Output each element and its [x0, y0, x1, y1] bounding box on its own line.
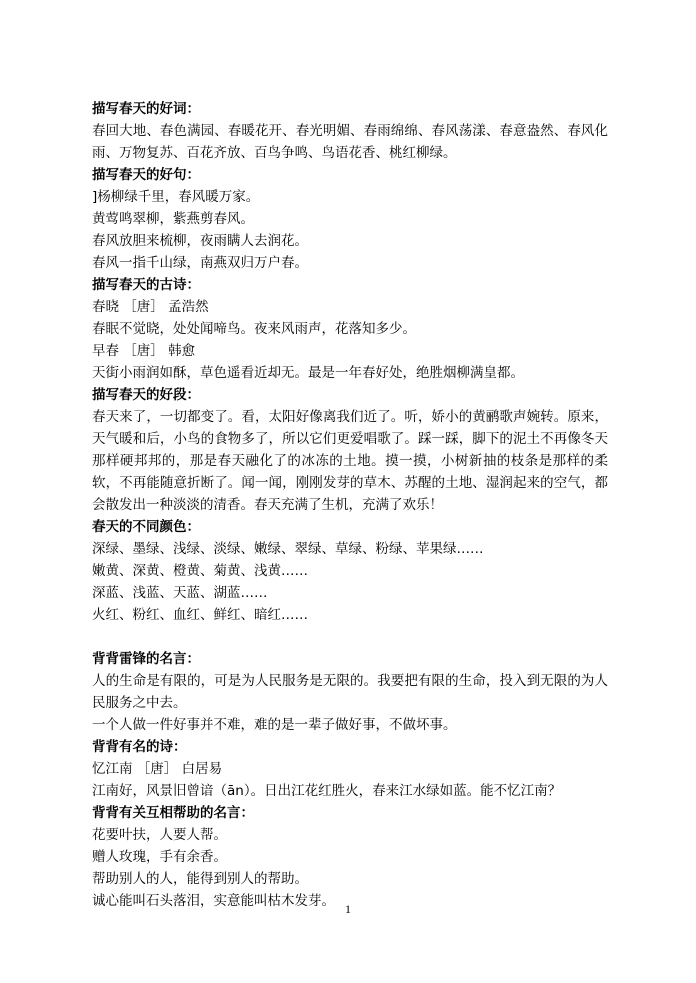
saying-line: 赠人玫瑰，手有余香。	[92, 849, 227, 865]
poem-title: 忆江南 ［唐］ 白居易	[92, 761, 223, 777]
section-heading-spring-words: 描写春天的好词：	[92, 101, 200, 117]
section-heading-spring-sentences: 描写春天的好句：	[92, 167, 200, 183]
quote-paragraph: 人的生命是有限的，可是为人民服务是无限的。我要把有限的生命，投入到无限的为人民服务之中去。	[92, 673, 608, 711]
section-heading-spring-poems: 描写春天的古诗：	[92, 277, 200, 293]
page-number: 1	[345, 902, 351, 916]
poem-text: 春眠不觉晓，处处闻啼鸟。夜来风雨声，花落知多少。	[92, 321, 416, 337]
color-line: 嫩黄、深黄、橙黄、菊黄、浅黄……	[92, 563, 308, 579]
sentence-line: 黄莺鸣翠柳，紫燕剪春风。	[92, 211, 254, 227]
saying-line: 帮助别人的人，能得到别人的帮助。	[92, 871, 308, 887]
sentence-line: 春风一指千山绿，南燕双归万户春。	[92, 255, 308, 271]
section-heading-leifeng-quotes: 背背雷锋的名言：	[92, 651, 200, 667]
poem-title: 早春 ［唐］ 韩愈	[92, 343, 196, 359]
saying-line: 花要叶扶，人要人帮。	[92, 827, 227, 843]
color-line: 深蓝、浅蓝、天蓝、湖蓝……	[92, 585, 268, 601]
spring-words-paragraph: 春回大地、春色满园、春暖花开、春光明媚、春雨绵绵、春风荡漾、春意盎然、春风化雨、万物复苏、百花齐放、百鸟争鸣、鸟语花香、桃红柳绿。	[92, 123, 608, 161]
quote-line: 一个人做一件好事并不难，难的是一辈子做好事，不做坏事。	[92, 717, 457, 733]
sentence-line: ]杨柳绿千里，春风暖万家。	[92, 189, 260, 205]
section-heading-spring-colors: 春天的不同颜色：	[92, 519, 200, 535]
section-heading-spring-paragraph: 描写春天的好段：	[92, 387, 200, 403]
section-heading-famous-poem: 背背有名的诗：	[92, 739, 187, 755]
spring-paragraph: 春天来了，一切都变了。看，太阳好像离我们近了。听，娇小的黄鹂歌声婉转。原来，天气暖和后，小鸟的食物多了，所以它们更爱唱歌了。踩一踩，脚下的泥土不再像冬天那样硬邦邦的，那是春天融化了的冰冻的土地。摸一摸，小树新抽的枝条是那样的柔软，不再能随意折断了。闻一闻，刚刚发芽的草木、苏醒的土地、湿润起来的空气，都会散发出一种淡淡的清香。春天充满了生机，充满了欢乐！	[92, 409, 608, 513]
poem-title: 春晓 ［唐］ 孟浩然	[92, 299, 209, 315]
sentence-line: 春风放胆来梳柳，夜雨瞒人去润花。	[92, 233, 308, 249]
section-heading-mutual-help: 背背有关互相帮助的名言：	[92, 805, 254, 821]
poem-text: 天街小雨润如酥，草色遥看近却无。最是一年春好处，绝胜烟柳满皇都。	[92, 365, 524, 381]
poem-text: 江南好，风景旧曾谙（ān）。日出江花红胜火，春来江水绿如蓝。能不忆江南？	[92, 783, 562, 799]
color-line: 深绿、墨绿、浅绿、淡绿、嫩绿、翠绿、草绿、粉绿、苹果绿……	[92, 541, 484, 557]
saying-line: 诚心能叫石头落泪，实意能叫枯木发芽。	[92, 893, 335, 909]
color-line: 火红、粉红、血红、鲜红、暗红……	[92, 607, 308, 623]
blank-line	[92, 626, 608, 648]
document-page	[92, 98, 608, 912]
